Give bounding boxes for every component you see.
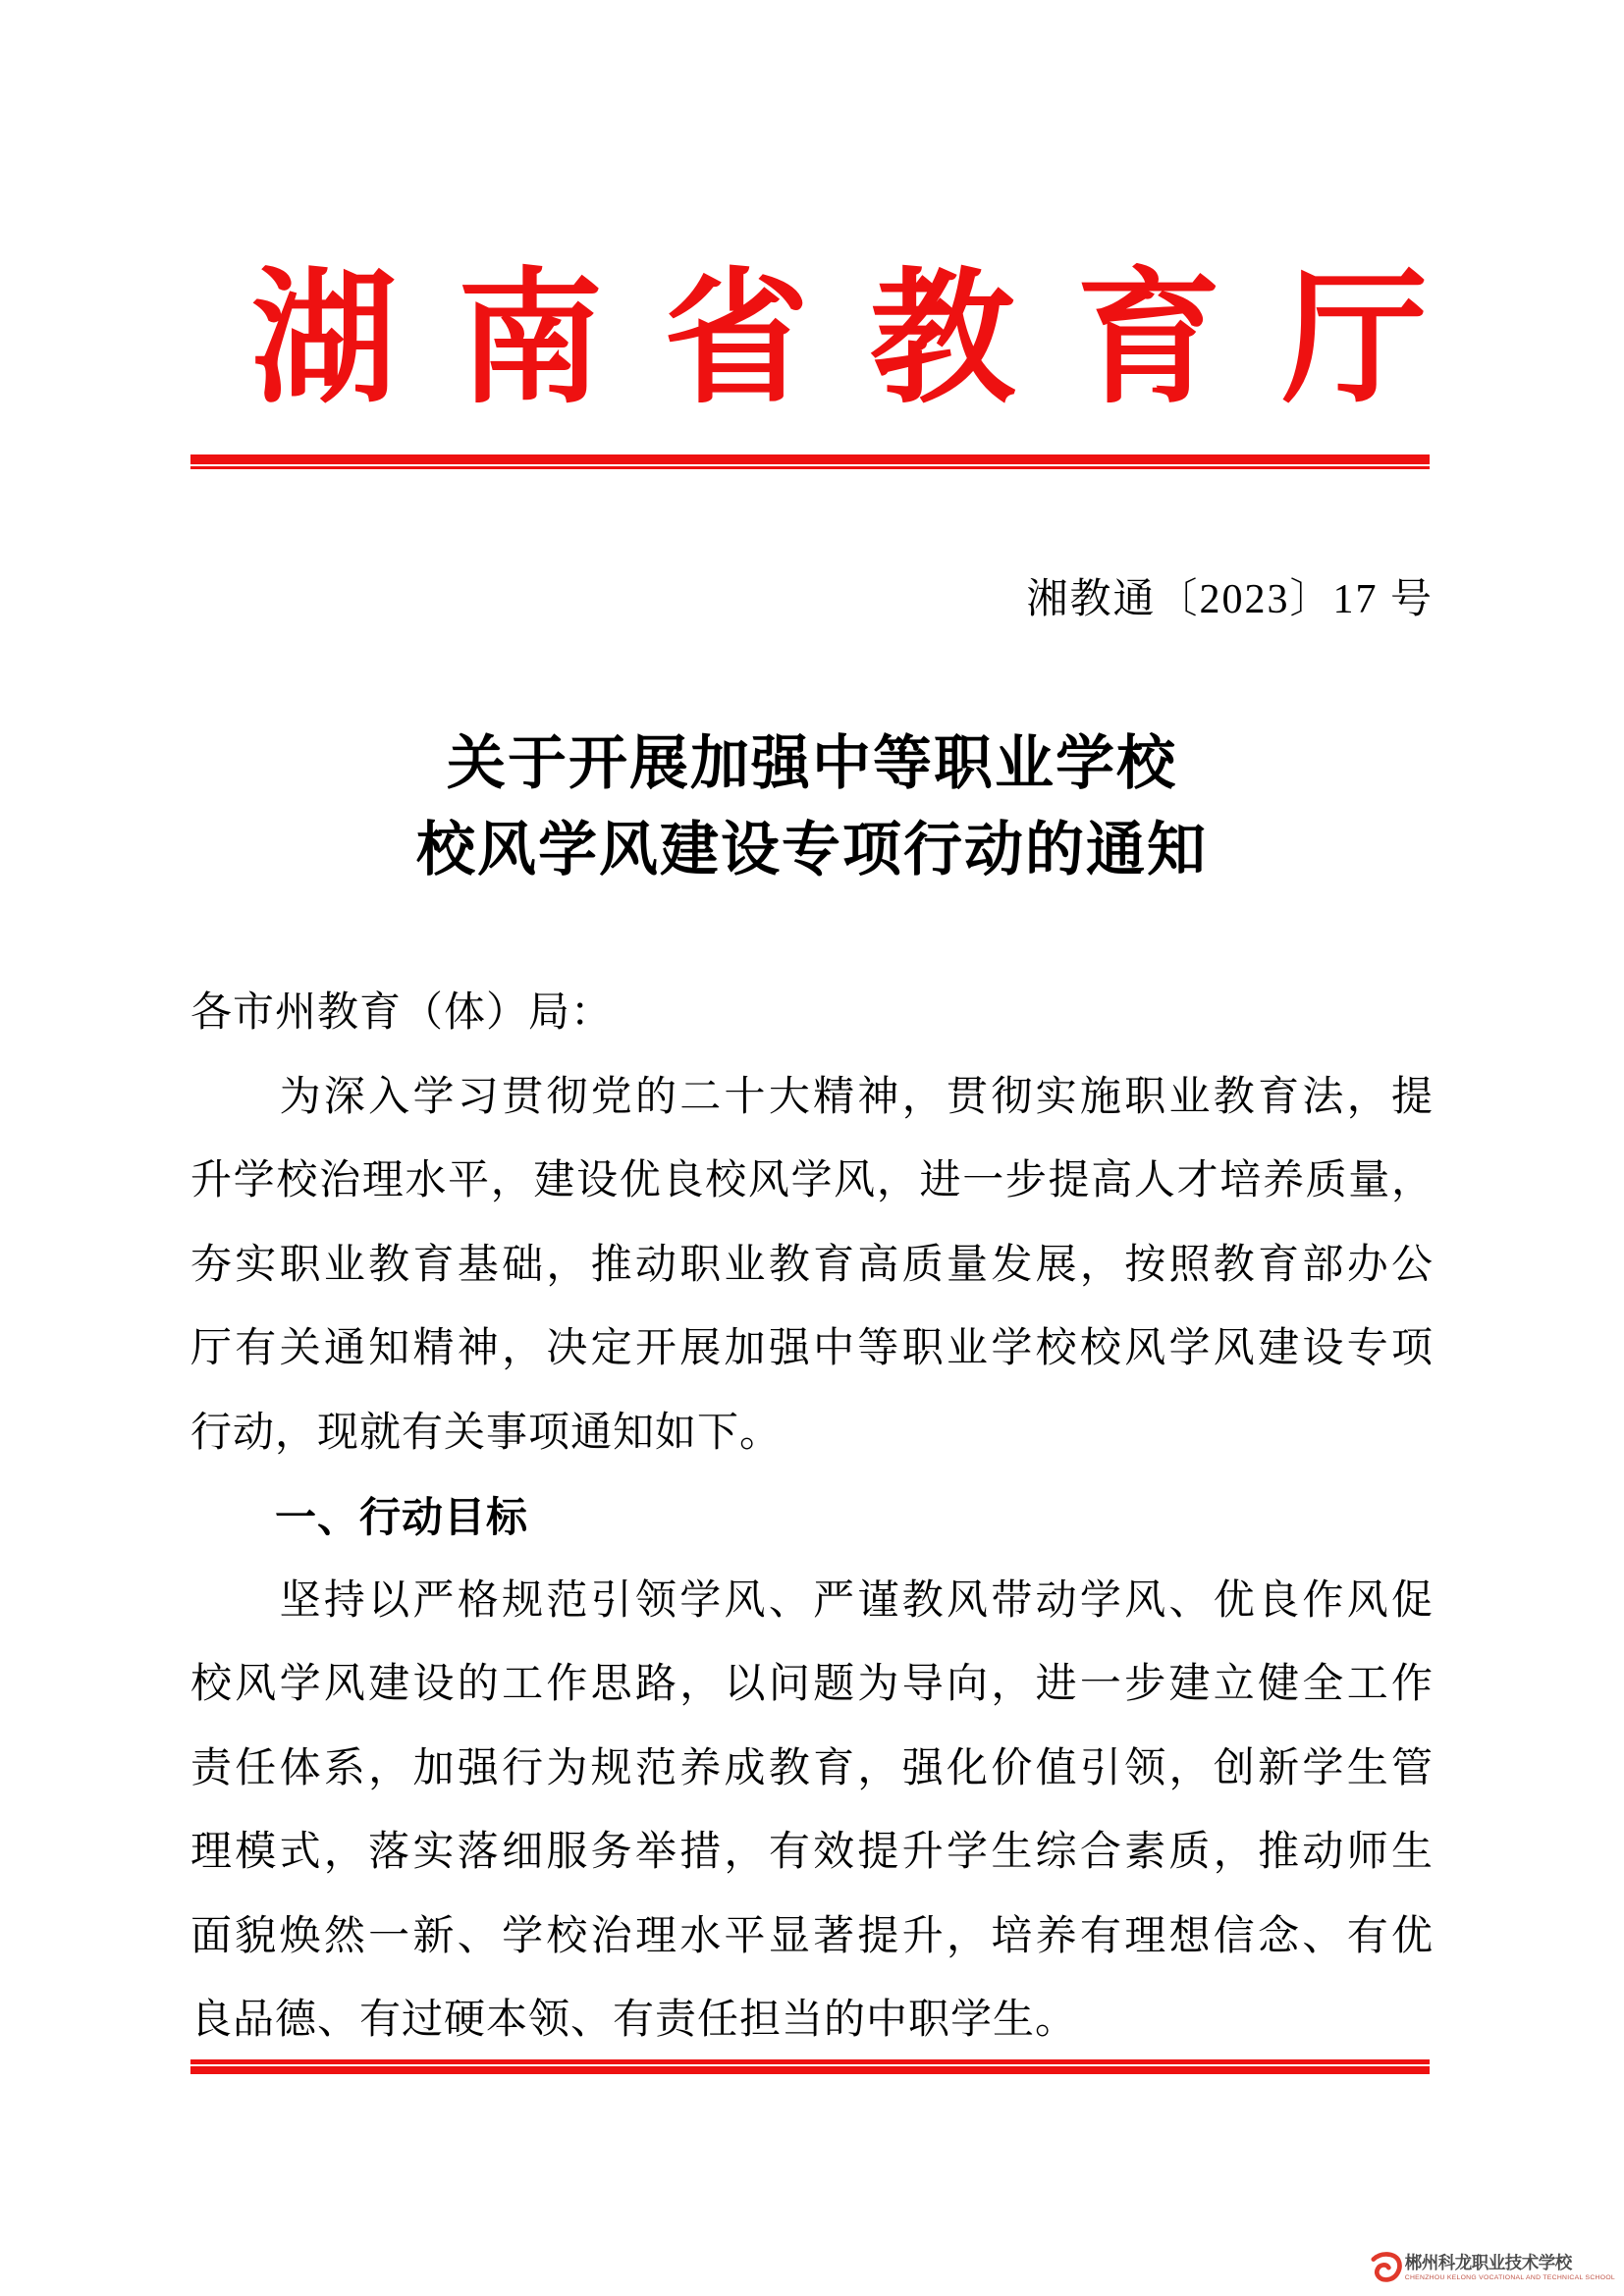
body-line: 升学校治理水平，建设优良校风学风，进一步提高人才培养质量，: [190, 1158, 1434, 1203]
section-heading: 一、行动目标: [190, 1494, 529, 1540]
document-title-line-1: 关于开展加强中等职业学校: [447, 731, 1177, 796]
school-logo-swirl-icon: [1371, 2252, 1402, 2292]
school-logo: [1371, 2252, 1615, 2292]
document-title: [92, 721, 1532, 893]
footer-red-rule: [190, 2059, 1430, 2074]
document-title-line-2: 校风学风建设专项行动的通知: [416, 818, 1208, 882]
body-salutation: 各市州教育（体）局：: [190, 990, 614, 1036]
body-line: 厅有关通知精神，决定开展加强中等职业学校校风学风建设专项: [190, 1326, 1434, 1371]
body-line: 责任体系，加强行为规范养成教育，强化价值引领，创新学生管: [190, 1745, 1434, 1791]
school-logo-names: [1405, 2252, 1615, 2282]
body-line: 良品德、有过硬本领、有责任担当的中职学生。: [190, 1998, 1078, 2043]
agency-header: 湖南省教育厅: [251, 260, 1489, 421]
body-line: 理模式，落实落细服务举措，有效提升学生综合素质，推动师生: [190, 1830, 1434, 1875]
body-line: 面貌焕然一新、学校治理水平显著提升，培养有理想信念、有优: [190, 1913, 1434, 1959]
body-line: 坚持以严格规范引领学风、严谨教风带动学风、优良作风促: [190, 1577, 1434, 1624]
body-line: 行动，现就有关事项通知如下。: [190, 1410, 783, 1456]
body-line: 校风学风建设的工作思路，以问题为导向，进一步建立健全工作: [190, 1662, 1434, 1707]
school-name-chinese: 郴州科龙职业技术学校: [1404, 2253, 1572, 2272]
body-line: 为深入学习贯彻党的二十大精神，贯彻实施职业教育法，提: [190, 1074, 1434, 1120]
header-red-rule: [190, 454, 1430, 469]
school-name-english: CHENZHOU KELONG VOCATIONAL AND TECHNICAL SCHOOL: [1404, 2274, 1615, 2281]
body-line: 夯实职业教育基础，推动职业教育高质量发展，按照教育部办公: [190, 1242, 1434, 1288]
document-body: [190, 972, 1434, 2063]
document-number: 湘教通〔2023〕17 号: [1026, 577, 1434, 622]
